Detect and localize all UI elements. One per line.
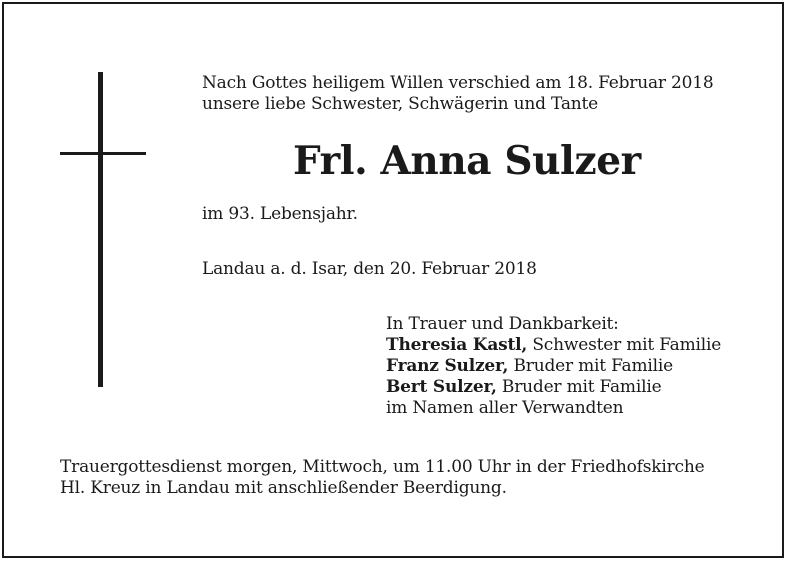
mourner-name: Franz Sulzer, xyxy=(386,356,509,376)
relatives-line: im Namen aller Verwandten xyxy=(386,398,624,418)
intro-line-2: unsere liebe Schwester, Schwägerin und Tante xyxy=(202,94,599,114)
mourner-row xyxy=(386,335,721,356)
mourner-name: Bert Sulzer, xyxy=(386,377,497,397)
mourner-row xyxy=(386,356,721,377)
mourner-relation: Bruder mit Familie xyxy=(508,356,673,376)
mourners-block xyxy=(386,314,721,419)
mourner-name: Theresia Kastl, xyxy=(386,335,528,355)
age-line: im 93. Lebensjahr. xyxy=(202,204,358,224)
cross-vertical-bar xyxy=(98,72,103,387)
mourner-relation: Schwester mit Familie xyxy=(527,335,722,355)
mourning-heading: In Trauer und Dankbarkeit: xyxy=(386,314,619,334)
service-line-2: Hl. Kreuz in Landau mit anschließender Beerdigung. xyxy=(60,478,507,498)
mourner-row xyxy=(386,377,721,398)
place-date-line: Landau a. d. Isar, den 20. Februar 2018 xyxy=(202,259,537,279)
service-line-1: Trauergottesdienst morgen, Mittwoch, um 11.00 Uhr in der Friedhofskirche xyxy=(60,457,705,477)
intro-line-1: Nach Gottes heiligem Willen verschied am 18. Februar 2018 xyxy=(202,73,714,93)
cross-horizontal-bar xyxy=(60,152,146,155)
mourner-relation: Bruder mit Familie xyxy=(496,377,662,397)
deceased-name: Frl. Anna Sulzer xyxy=(293,138,641,184)
